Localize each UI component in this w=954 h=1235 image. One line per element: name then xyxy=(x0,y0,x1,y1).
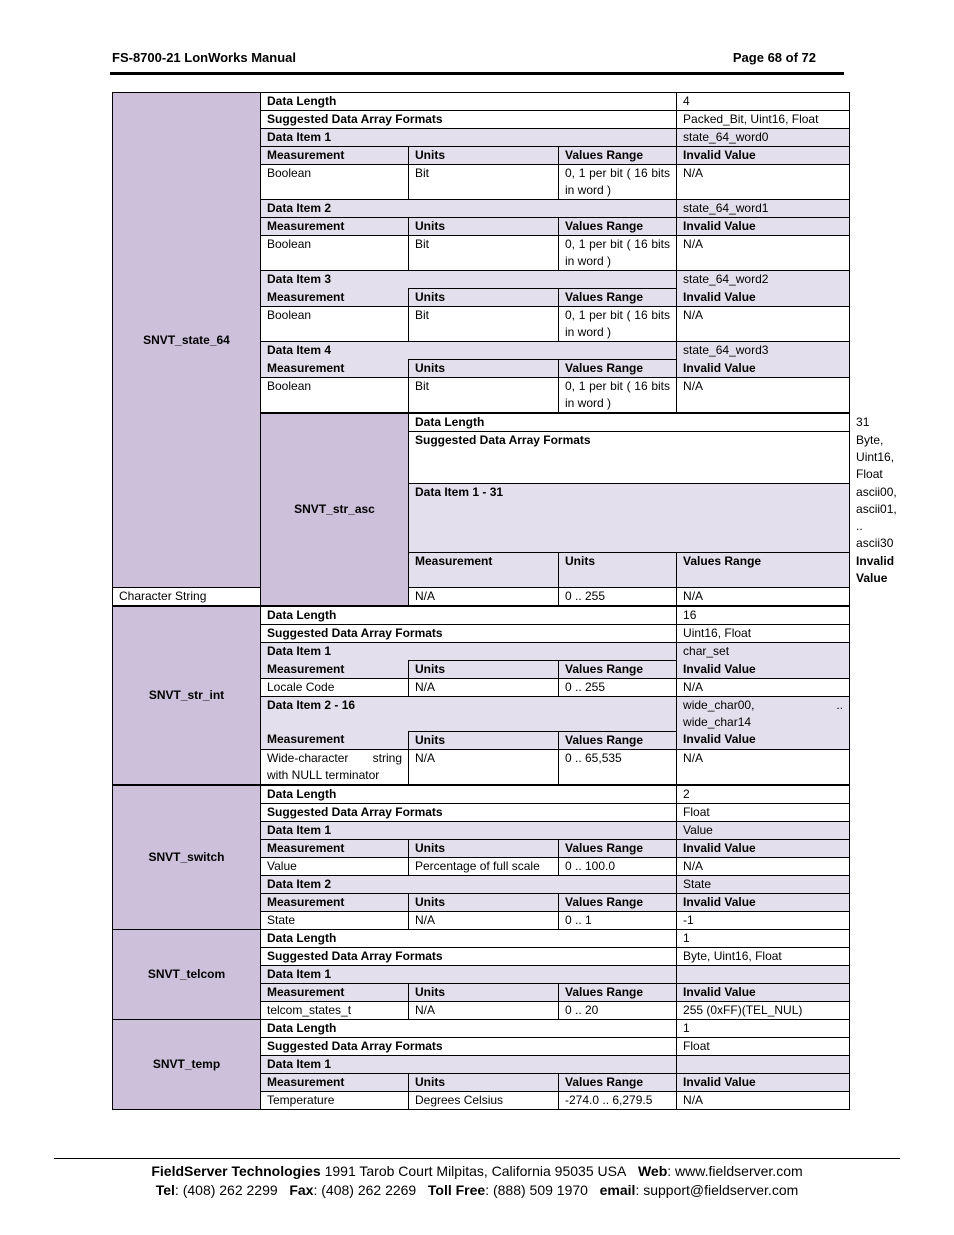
table-row: SNVT_state_64 Data Length 4 xyxy=(113,93,850,111)
table-row: Measurement Units Values Range Invalid Value xyxy=(113,289,850,307)
snvt-spec-table xyxy=(112,92,897,1110)
table-row: Measurement Units Values Range Invalid Value xyxy=(113,147,850,165)
data-length-value: 4 xyxy=(677,93,850,111)
table-row: SNVT_str_int Data Length 16 xyxy=(113,606,850,625)
tollfree-number: (888) 509 1970 xyxy=(492,1182,588,1198)
table-row: Measurement Units Values Range Invalid Value xyxy=(113,218,850,236)
snvt-name-temp: SNVT_temp xyxy=(113,1019,261,1109)
table-row: Measurement Units Values Range Invalid Value xyxy=(113,839,850,857)
table-row: Suggested Data Array Formats Byte, Uint16, Float xyxy=(113,947,850,965)
table-row: Data Item 1 Value xyxy=(113,821,850,839)
table-row: Temperature Degrees Celsius -274.0 .. 6,279.5 N/A xyxy=(113,1091,850,1109)
table-row: telcom_states_t N/A 0 .. 20 255 (0xFF)(TEL_NUL) xyxy=(113,1001,850,1019)
manual-title: FS-8700-21 LonWorks Manual xyxy=(112,50,296,65)
header-rule xyxy=(110,72,844,75)
table-row: Measurement Units Values Range Invalid Value xyxy=(113,1073,850,1091)
snvt-name-telcom: SNVT_telcom xyxy=(113,929,261,1019)
page-number: Page 68 of 72 xyxy=(732,50,816,65)
table-row: Data Item 2 state_64_word1 xyxy=(113,200,850,218)
table-row: Data Item 2 State xyxy=(113,875,850,893)
table-row: Boolean Bit 0, 1 per bit ( 16 bits in word ) N/A xyxy=(113,236,850,271)
tel-number: (408) 262 2299 xyxy=(182,1182,278,1198)
table-row: Measurement Units Values Range Invalid Value xyxy=(113,553,850,588)
table-row: Data Item 1 xyxy=(113,965,850,983)
snvt-name-state-64: SNVT_state_64 xyxy=(113,93,261,588)
footer-line-2: Tel: (408) 262 2299 Fax: (408) 262 2269 Toll Free: (888) 509 1970 email: support@fieldserver.com xyxy=(155,1182,799,1198)
page-header xyxy=(112,50,816,70)
table-row: Character String N/A 0 .. 255 N/A xyxy=(113,588,850,607)
table-row: Data Item 3 state_64_word2 xyxy=(113,271,850,289)
snvt-name-str-int: SNVT_str_int xyxy=(113,606,261,785)
table-row: Suggested Data Array Formats Byte, Uint16, Float xyxy=(113,432,850,484)
table-row: Boolean Bit 0, 1 per bit ( 16 bits in word ) N/A xyxy=(113,165,850,200)
page-footer xyxy=(54,1162,900,1200)
table-row: Measurement Units Values Range Invalid Value xyxy=(113,661,850,679)
table-row: Suggested Data Array Formats Float xyxy=(113,803,850,821)
table-row: Suggested Data Array Formats Packed_Bit, Uint16, Float xyxy=(113,111,850,129)
table-row: Suggested Data Array Formats Float xyxy=(113,1037,850,1055)
table-row: Data Item 4 state_64_word3 xyxy=(113,342,850,360)
table-row: Data Item 1 - 31 ascii00, ascii01, .. ascii30 xyxy=(113,484,850,553)
table-row: Data Item 2 - 16 wide_char00, .. wide_char14 xyxy=(113,697,850,732)
table-row: Boolean Bit 0, 1 per bit ( 16 bits in word ) N/A xyxy=(113,307,850,342)
table-row: SNVT_switch Data Length 2 xyxy=(113,785,850,804)
table-row: SNVT_str_asc Data Length 31 xyxy=(113,413,850,432)
company-address: 1991 Tarob Court Milpitas, California 95035 USA xyxy=(324,1163,627,1179)
table-row: Measurement Units Values Range Invalid Value xyxy=(113,731,850,749)
table-row: Wide-character string with NULL terminator N/A 0 .. 65,535 N/A xyxy=(113,749,850,785)
table-row: Suggested Data Array Formats Uint16, Float xyxy=(113,625,850,643)
table-row: Data Item 1 state_64_word0 xyxy=(113,129,850,147)
table-row: Measurement Units Values Range Invalid Value xyxy=(113,893,850,911)
footer-rule xyxy=(54,1158,900,1159)
table-row: SNVT_telcom Data Length 1 xyxy=(113,929,850,947)
snvt-name-switch: SNVT_switch xyxy=(113,785,261,930)
web-link[interactable]: www.fieldserver.com xyxy=(675,1163,803,1179)
table-row: SNVT_temp Data Length 1 xyxy=(113,1019,850,1037)
table-row: Measurement Units Values Range Invalid Value xyxy=(113,360,850,378)
email-link[interactable]: support@fieldserver.com xyxy=(643,1182,799,1198)
table-row: State N/A 0 .. 1 -1 xyxy=(113,911,850,929)
company-name: FieldServer Technologies xyxy=(151,1163,321,1179)
table-row: Data Item 1 xyxy=(113,1055,850,1073)
table-row: Boolean Bit 0, 1 per bit ( 16 bits in word ) N/A xyxy=(113,378,850,414)
table-row: Value Percentage of full scale 0 .. 100.0 N/A xyxy=(113,857,850,875)
snvt-name-str-asc: SNVT_str_asc xyxy=(261,413,409,606)
footer-line-1: FieldServer Technologies 1991 Tarob Court Milpitas, California 95035 USA Web: www.fieldserver.com xyxy=(151,1163,803,1179)
table-row: Measurement Units Values Range Invalid Value xyxy=(113,983,850,1001)
table-row: Locale Code N/A 0 .. 255 N/A xyxy=(113,679,850,697)
fax-number: (408) 262 2269 xyxy=(321,1182,417,1198)
table-row: Data Item 1 char_set xyxy=(113,643,850,661)
